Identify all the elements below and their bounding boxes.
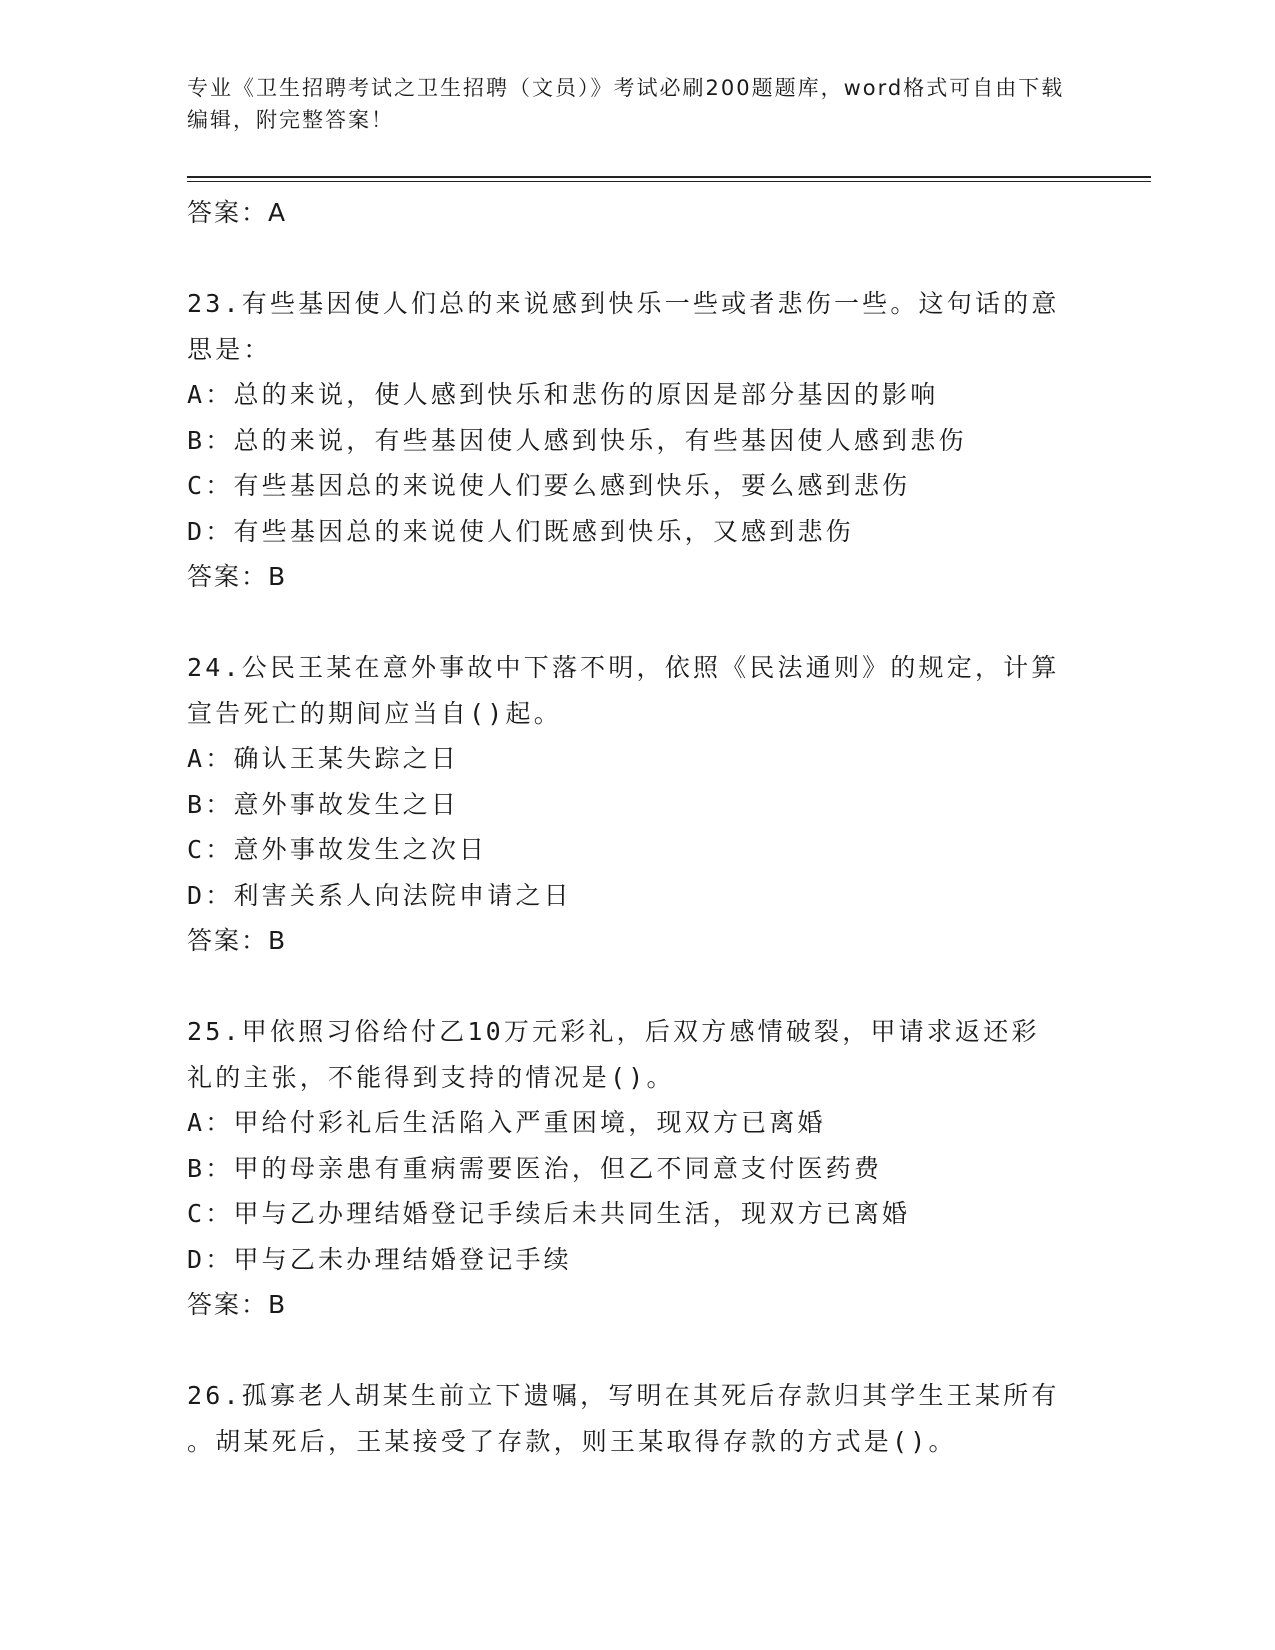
option-b: B：甲的母亲患有重病需要医治，但乙不同意支付医药费 xyxy=(187,1153,883,1183)
answer-line: 答案：A xyxy=(187,198,288,227)
header-divider-thick xyxy=(187,176,1151,178)
option-c: C：有些基因总的来说使人们要么感到快乐，要么感到悲伤 xyxy=(187,471,911,500)
question-block xyxy=(187,1009,1087,1328)
question-block xyxy=(187,281,1087,600)
option-d: D：利害关系人向法院申请之日 xyxy=(187,880,572,910)
answer-line: 答案：B xyxy=(187,562,288,591)
question-stem-line: 。胡某死后，王某接受了存款，则王某取得存款的方式是()。 xyxy=(187,1426,957,1456)
question-content xyxy=(187,190,1087,1464)
question-stem-line: 礼的主张，不能得到支持的情况是()。 xyxy=(187,1062,675,1092)
question-block xyxy=(187,645,1087,964)
option-a: A：确认王某失踪之日 xyxy=(187,744,460,773)
option-d: D：甲与乙未办理结婚登记手续 xyxy=(187,1244,572,1274)
answer-line: 答案：B xyxy=(187,926,288,955)
header-divider-thin xyxy=(187,181,1151,182)
question-stem-line: 26.孤寡老人胡某生前立下遗嘱，写明在其死后存款归其学生王某所有 xyxy=(187,1381,1060,1410)
document-header: 专业《卫生招聘考试之卫生招聘（文员）》考试必刷200题题库，word格式可自由下载编辑，附完整答案！ xyxy=(187,76,1065,132)
option-a: A：甲给付彩礼后生活陷入严重困境，现双方已离婚 xyxy=(187,1108,826,1137)
question-stem-line: 宣告死亡的期间应当自()起。 xyxy=(187,698,562,728)
option-d: D：有些基因总的来说使人们既感到快乐，又感到悲伤 xyxy=(187,516,854,546)
question-stem-line: 25.甲依照习俗给付乙10万元彩礼，后双方感情破裂，甲请求返还彩 xyxy=(187,1017,1040,1046)
option-b: B：意外事故发生之日 xyxy=(187,789,460,819)
question-stem-line: 23.有些基因使人们总的来说感到快乐一些或者悲伤一些。这句话的意 xyxy=(187,289,1060,318)
question-stem-line: 24.公民王某在意外事故中下落不明，依照《民法通则》的规定，计算 xyxy=(187,653,1060,682)
answer-line: 答案：B xyxy=(187,1290,288,1319)
option-a: A：总的来说，使人感到快乐和悲伤的原因是部分基因的影响 xyxy=(187,380,939,409)
question-block xyxy=(187,1373,1087,1464)
question-stem-line: 思是： xyxy=(187,334,272,364)
option-c: C：意外事故发生之次日 xyxy=(187,835,488,864)
option-b: B：总的来说，有些基因使人感到快乐，有些基因使人感到悲伤 xyxy=(187,425,967,455)
option-c: C：甲与乙办理结婚登记手续后未共同生活，现双方已离婚 xyxy=(187,1199,911,1228)
